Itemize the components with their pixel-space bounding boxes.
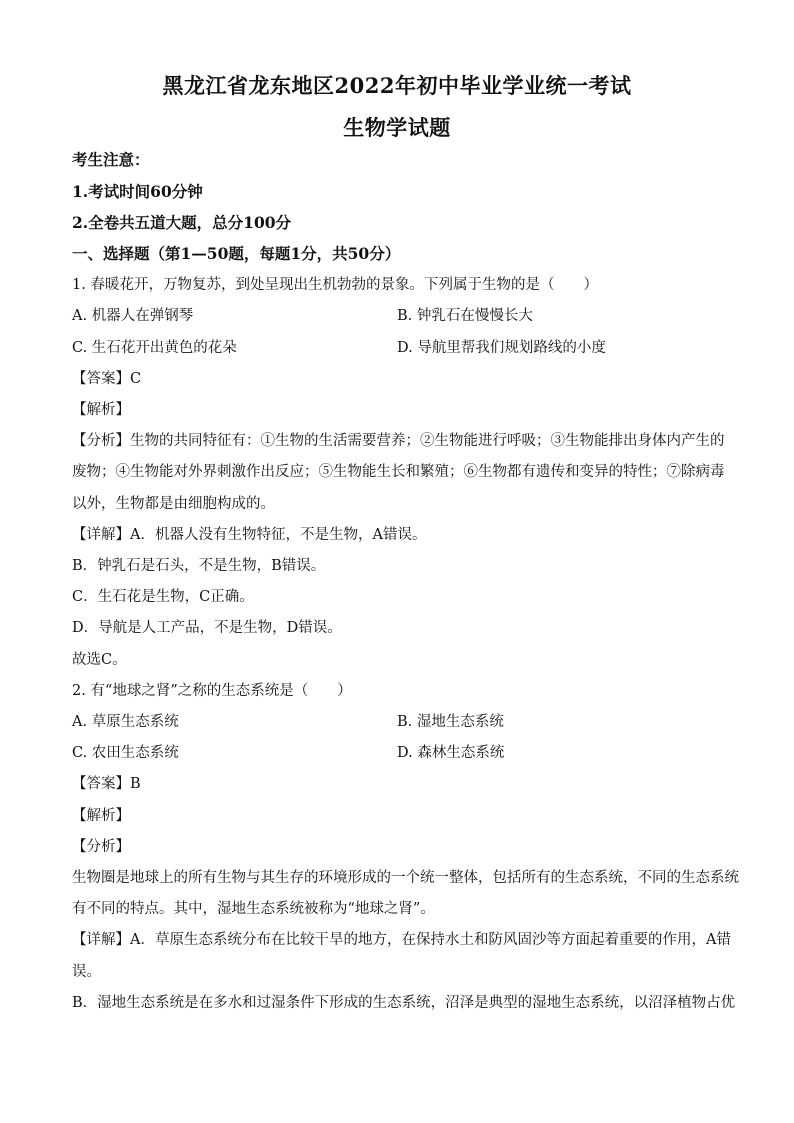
- q1-analysis-label: 【解析】: [72, 402, 130, 418]
- q2-option-c: C. 农田生态系统: [72, 745, 179, 761]
- q1-analysis-line-1: 【分析】生物的共同特征有：①生物的生活需要营养；②生物能进行呼吸；③生物能排出身体内产生的: [72, 433, 725, 449]
- q1-stem: 1. 春暖花开，万物复苏，到处呈现出生机勃勃的景象。下列属于生物的是（ ）: [72, 277, 598, 293]
- q2-answer: 【答案】B: [72, 776, 141, 792]
- q1-analysis-line-2: 废物；④生物能对外界刺激作出反应；⑤生物能生长和繁殖；⑥生物都有遗传和变异的特性；⑦除病毒: [72, 464, 725, 480]
- q2-analysis-line-1: 生物圈是地球上的所有生物与其生存的环境形成的一个统一整体，包括所有的生态系统，不同的生态系统: [72, 870, 739, 886]
- q2-analysis-heading: 【分析】: [72, 839, 130, 855]
- q2-option-b: B. 湿地生态系统: [397, 714, 504, 730]
- q2-detail-a-line-1: 【详解】A．草原生态系统分布在比较干旱的地方，在保持水土和防风固沙等方面起着重要的作用，A错: [72, 932, 731, 948]
- notice-item-2: 2.全卷共五道大题，总分100分: [72, 213, 292, 232]
- q1-detail-d: D．导航是人工产品，不是生物，D错误。: [72, 620, 342, 636]
- section-heading-choice: 一、选择题（第1—50题，每题1分，共50分）: [72, 244, 401, 263]
- q2-analysis-label: 【解析】: [72, 808, 130, 824]
- q1-detail-a: 【详解】A．机器人没有生物特征，不是生物，A错误。: [72, 527, 427, 543]
- q1-detail-c: C．生石花是生物，C正确。: [72, 589, 254, 605]
- q2-detail-b-line-1: B．湿地生态系统是在多水和过湿条件下形成的生态系统，沼泽是典型的湿地生态系统，以沼泽植物占优: [72, 995, 736, 1011]
- q1-detail-b: B．钟乳石是石头，不是生物，B错误。: [72, 558, 326, 574]
- q1-analysis-line-3: 以外，生物都是由细胞构成的。: [72, 496, 275, 512]
- notice-heading: 考生注意：: [72, 150, 150, 169]
- q1-option-a: A. 机器人在弹钢琴: [72, 308, 194, 324]
- q1-option-c: C. 生石花开出黄色的花朵: [72, 340, 237, 356]
- notice-item-1: 1.考试时间60分钟: [72, 182, 203, 201]
- q2-analysis-line-2: 有不同的特点。其中，湿地生态系统被称为“地球之肾”。: [72, 901, 435, 917]
- q2-detail-a-line-2: 误。: [72, 964, 101, 980]
- q2-stem: 2. 有“地球之肾”之称的生态系统是（ ）: [72, 683, 352, 699]
- q2-option-d: D. 森林生态系统: [397, 745, 505, 761]
- exam-title: 黑龙江省龙东地区2022年初中毕业学业统一考试: [162, 73, 632, 98]
- q1-option-b: B. 钟乳石在慢慢长大: [397, 308, 533, 324]
- exam-subtitle: 生物学试题: [343, 115, 451, 140]
- q1-answer: 【答案】C: [72, 371, 142, 387]
- q2-option-a: A. 草原生态系统: [72, 714, 179, 730]
- q1-conclusion: 故选C。: [72, 652, 127, 668]
- q1-option-d: D. 导航里帮我们规划路线的小度: [397, 340, 606, 356]
